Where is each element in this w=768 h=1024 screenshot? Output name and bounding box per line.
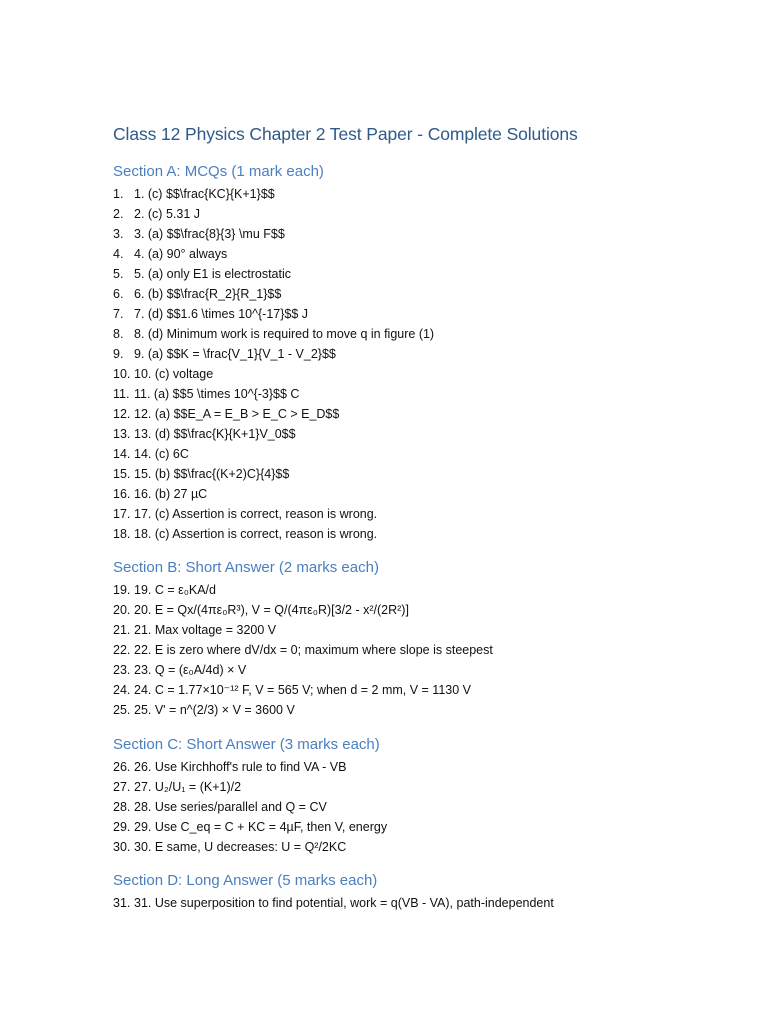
item-number: 29.: [113, 820, 131, 834]
item-text: 16. (b) 27 µC: [134, 487, 208, 501]
item-text: 30. E same, U decreases: U = Q²/2KC: [134, 840, 347, 854]
item-number: 6.: [113, 287, 124, 301]
list-item: [113, 524, 434, 544]
list-item: [113, 797, 387, 817]
list-item: [113, 777, 387, 797]
list-item: [113, 757, 387, 777]
item-text: 24. C = 1.77×10⁻¹² F, V = 565 V; when d = 2 mm, V = 1130 V: [134, 683, 471, 697]
section-b-list: [113, 580, 493, 720]
item-text: 17. (c) Assertion is correct, reason is wrong.: [134, 507, 378, 521]
item-number: 12.: [113, 407, 131, 421]
item-number: 23.: [113, 663, 131, 677]
list-item: [113, 444, 434, 464]
item-number: 20.: [113, 603, 131, 617]
list-item: [113, 264, 434, 284]
list-item: [113, 344, 434, 364]
item-number: 31.: [113, 896, 131, 910]
item-number: 15.: [113, 467, 131, 481]
item-number: 17.: [113, 507, 131, 521]
section-d-heading: Section D: Long Answer (5 marks each): [113, 872, 378, 889]
item-text: 26. Use Kirchhoff's rule to find VA - VB: [134, 760, 347, 774]
item-number: 22.: [113, 643, 131, 657]
section-c-list: [113, 757, 387, 857]
item-number: 10.: [113, 367, 131, 381]
item-number: 19.: [113, 583, 131, 597]
list-item: [113, 837, 387, 857]
list-item: [113, 204, 434, 224]
item-number: 3.: [113, 227, 124, 241]
item-number: 5.: [113, 267, 124, 281]
item-number: 18.: [113, 527, 131, 541]
item-number: 11.: [113, 387, 130, 401]
item-text: 2. (c) 5.31 J: [134, 207, 200, 221]
list-item: [113, 600, 493, 620]
item-number: 25.: [113, 703, 131, 717]
item-text: 20. E = Qx/(4πε₀R³), V = Q/(4πε₀R)[3/2 - x²/(2R²)]: [134, 603, 409, 617]
item-text: 22. E is zero where dV/dx = 0; maximum where slope is steepest: [134, 643, 493, 657]
item-text: 9. (a) $$K = \frac{V_1}{V_1 - V_2}$$: [134, 347, 336, 361]
item-number: 21.: [113, 623, 131, 637]
list-item: [113, 680, 493, 700]
item-text: 12. (a) $$E_A = E_B > E_C > E_D$$: [134, 407, 340, 421]
item-number: 24.: [113, 683, 131, 697]
item-number: 27.: [113, 780, 131, 794]
item-text: 23. Q = (ε₀A/4d) × V: [134, 663, 247, 677]
item-text: 21. Max voltage = 3200 V: [134, 623, 277, 637]
list-item: [113, 893, 554, 913]
section-d-list: [113, 893, 554, 913]
item-number: 7.: [113, 307, 124, 321]
list-item: [113, 620, 493, 640]
list-item: [113, 224, 434, 244]
item-text: 10. (c) voltage: [134, 367, 214, 381]
section-c-heading: Section C: Short Answer (3 marks each): [113, 736, 380, 753]
item-text: 7. (d) $$1.6 \times 10^{-17}$$ J: [134, 307, 309, 321]
document-title: Class 12 Physics Chapter 2 Test Paper - Complete Solutions: [113, 124, 578, 144]
item-number: 28.: [113, 800, 131, 814]
item-text: 11. (a) $$5 \times 10^{-3}$$ C: [134, 387, 300, 401]
item-number: 8.: [113, 327, 124, 341]
item-text: 31. Use superposition to find potential, work = q(VB - VA), path-independent: [134, 896, 554, 910]
section-b-heading: Section B: Short Answer (2 marks each): [113, 559, 379, 576]
item-text: 3. (a) $$\frac{8}{3} \mu F$$: [134, 227, 285, 241]
list-item: [113, 364, 434, 384]
item-text: 8. (d) Minimum work is required to move q in figure (1): [134, 327, 435, 341]
item-text: 28. Use series/parallel and Q = CV: [134, 800, 327, 814]
list-item: [113, 817, 387, 837]
section-a-list: [113, 184, 434, 544]
list-item: [113, 384, 434, 404]
list-item: [113, 304, 434, 324]
item-text: 27. U₂/U₁ = (K+1)/2: [134, 780, 242, 794]
list-item: [113, 404, 434, 424]
list-item: [113, 464, 434, 484]
list-item: [113, 700, 493, 720]
item-text: 15. (b) $$\frac{(K+2)C}{4}$$: [134, 467, 290, 481]
item-number: 4.: [113, 247, 124, 261]
list-item: [113, 424, 434, 444]
item-number: 14.: [113, 447, 131, 461]
item-text: 4. (a) 90° always: [134, 247, 228, 261]
list-item: [113, 324, 434, 344]
list-item: [113, 184, 434, 204]
item-text: 19. C = ε₀KA/d: [134, 583, 216, 597]
list-item: [113, 504, 434, 524]
item-text: 14. (c) 6C: [134, 447, 189, 461]
list-item: [113, 244, 434, 264]
item-text: 25. V' = n^(2/3) × V = 3600 V: [134, 703, 295, 717]
item-number: 9.: [113, 347, 124, 361]
item-text: 29. Use C_eq = C + KC = 4µF, then V, energy: [134, 820, 388, 834]
list-item: [113, 580, 493, 600]
list-item: [113, 484, 434, 504]
item-number: 13.: [113, 427, 131, 441]
item-number: 16.: [113, 487, 131, 501]
list-item: [113, 284, 434, 304]
item-number: 1.: [113, 187, 124, 201]
item-number: 26.: [113, 760, 131, 774]
list-item: [113, 640, 493, 660]
item-text: 6. (b) $$\frac{R_2}{R_1}$$: [134, 287, 282, 301]
list-item: [113, 660, 493, 680]
item-text: 13. (d) $$\frac{K}{K+1}V_0$$: [134, 427, 296, 441]
item-number: 30.: [113, 840, 131, 854]
item-number: 2.: [113, 207, 124, 221]
item-text: 18. (c) Assertion is correct, reason is wrong.: [134, 527, 378, 541]
section-a-heading: Section A: MCQs (1 mark each): [113, 163, 324, 180]
item-text: 5. (a) only E1 is electrostatic: [134, 267, 292, 281]
item-text: 1. (c) $$\frac{KC}{K+1}$$: [134, 187, 275, 201]
